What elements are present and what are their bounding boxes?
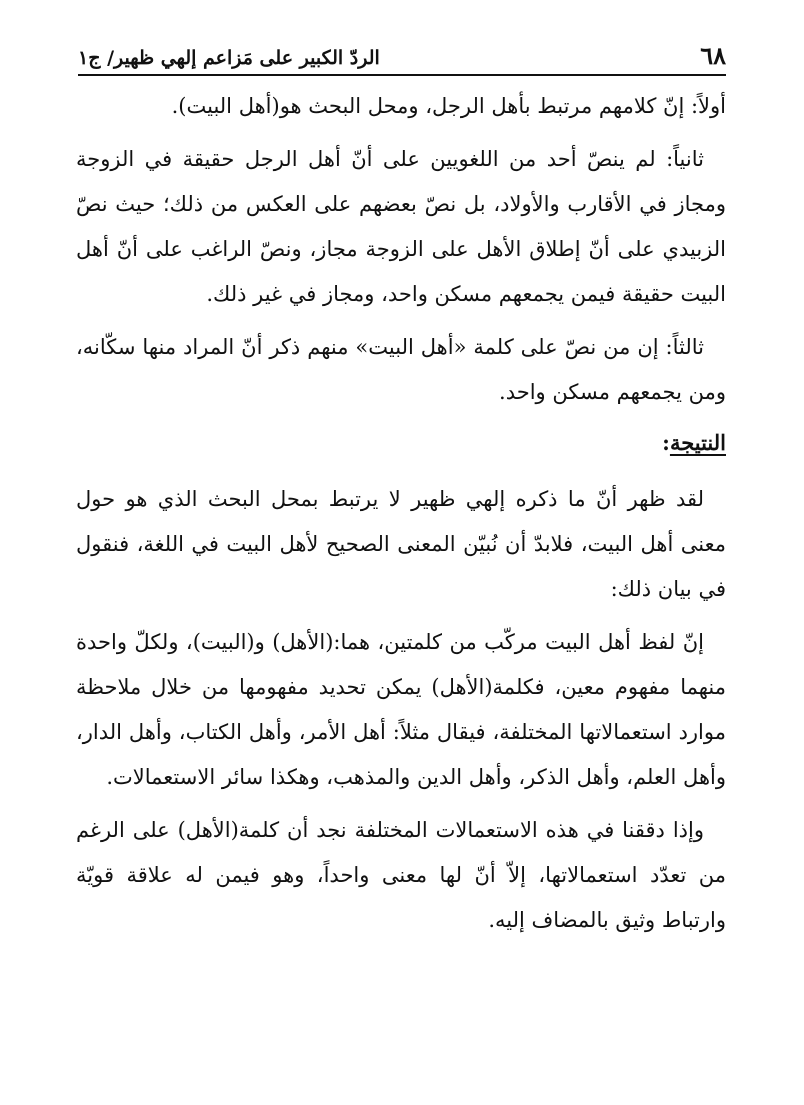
section-heading xyxy=(76,423,726,463)
paragraph-second-point: ثانياً: لم ينصّ أحد من اللغويين على أنّ أهل الرجل حقيقة في الزوجة ومجاز في الأقارب والأولاد، بل نصّ بعضهم على العكس من ذلك؛ حيث نصّ الزبيدي على أنّ إطلاق الأهل على الزوجة مجاز، ونصّ الراغب على أنّ أهل البيت حقيقة فيمن يجمعهم مسكن واحد، ومجاز في غير ذلك. xyxy=(76,147,726,306)
body-text xyxy=(76,84,726,951)
page-header xyxy=(78,28,726,68)
header-rule xyxy=(78,74,726,76)
section-heading-word: النتيجة xyxy=(669,430,726,455)
paragraph-conclusion: وإذا دققنا في هذه الاستعمالات المختلفة نجد أن كلمة(الأهل) على الرغم من تعدّد استعمالاتها، إلاّ أنّ لها معنى واحداً، وهو فيمن له علاقة قويّة وارتباط وثيق بالمضاف إليه. xyxy=(76,818,726,932)
paragraph-word-composition: إنّ لفظ أهل البيت مركّب من كلمتين، هما:(الأهل) و(البيت)، ولكلّ واحدة منهما مفهوم معين، فكلمة(الأهل) يمكن تحديد مفهومها من خلال ملاحظة موارد استعمالاتها المختلفة، فيقال مثلاً: أهل الأمر، وأهل الكتاب، وأهل الدار، وأهل العلم، وأهل الذكر، وأهل الدين والمذهب، وهكذا سائر الاستعمالات. xyxy=(76,630,726,789)
paragraph-result: لقد ظهر أنّ ما ذكره إلهي ظهير لا يرتبط بمحل البحث الذي هو حول معنى أهل البيت، فلابدّ أن نُبيّن المعنى الصحيح لأهل البيت في اللغة، فنقول في بيان ذلك: xyxy=(76,487,726,601)
section-heading-colon: : xyxy=(662,430,670,455)
page-number: ٦٨ xyxy=(700,41,726,70)
running-title: الردّ الكبير على مَزاعم إلهي ظهير/ ج١ xyxy=(78,47,380,69)
paragraph-first-point: أولاً: إنّ كلامهم مرتبط بأهل الرجل، ومحل البحث هو(أهل البيت). xyxy=(171,94,726,118)
paragraph-third-point: ثالثاً: إن من نصّ على كلمة «أهل البيت» منهم ذكر أنّ المراد منها سكّانه، ومن يجمعهم مسكن واحد. xyxy=(76,335,726,404)
